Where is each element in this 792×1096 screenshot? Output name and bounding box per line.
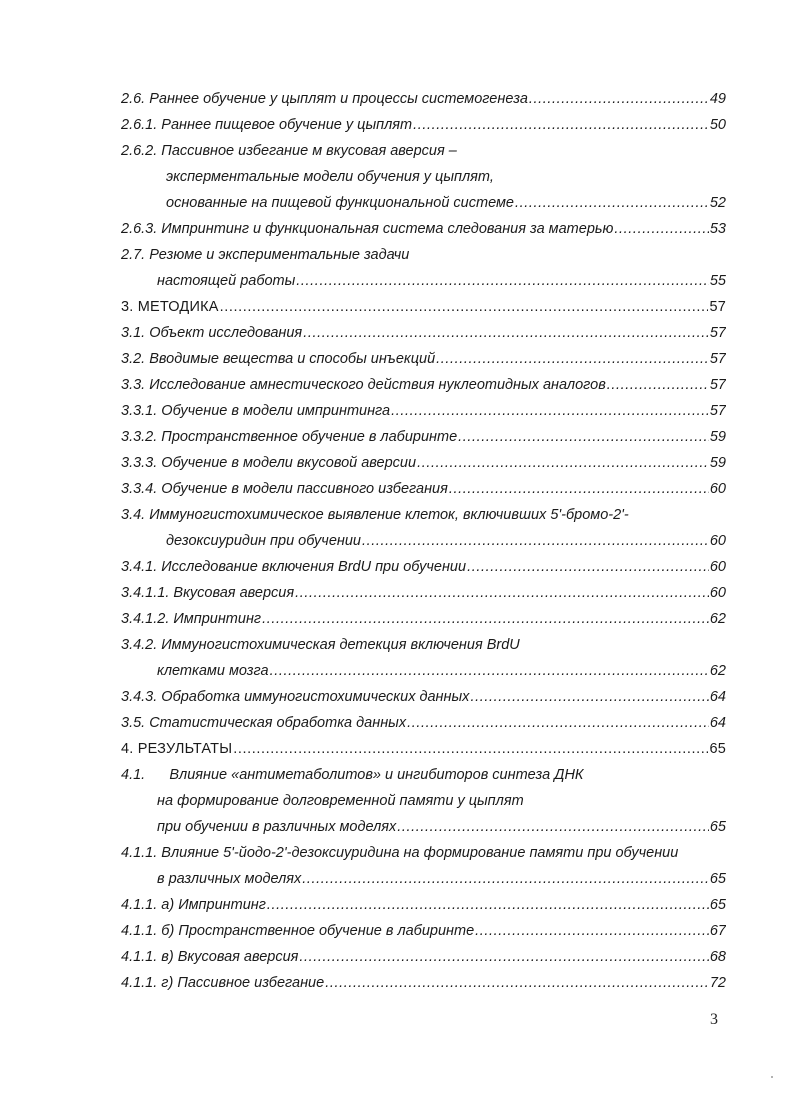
dot-leader: [417, 450, 709, 476]
toc-entry-title: 3.5. Статистическая обработка данных: [121, 715, 407, 731]
toc-entry-page: 64: [709, 715, 726, 731]
dot-leader: [391, 398, 709, 424]
toc-entry-title: 4. РЕЗУЛЬТАТЫ: [121, 741, 233, 757]
dot-leader: [413, 112, 709, 138]
toc-entry-title: 3.2. Вводимые вещества и способы инъекций: [121, 351, 436, 367]
toc-entry: [121, 944, 726, 970]
dot-leader: [362, 528, 709, 554]
toc-entry: [121, 892, 726, 918]
dot-leader: [614, 216, 708, 242]
toc-entry-title: 3.3.1. Обучение в модели импринтинга: [121, 403, 391, 419]
toc-entry-page: 57: [709, 377, 726, 393]
dot-leader: [267, 892, 709, 918]
toc-entry-title: 2.6.1. Раннее пищевое обучение у цыплят: [121, 117, 413, 133]
toc-line: [0, 632, 792, 658]
toc-entry-title: 3.3.3. Обучение в модели вкусовой аверсии: [121, 455, 417, 471]
toc-entry-title: настоящей работы: [157, 273, 296, 289]
toc-entry-page: 52: [709, 195, 726, 211]
toc-entry-page: 60: [709, 481, 726, 497]
toc-entry-page: 57: [709, 351, 726, 367]
toc-line: [0, 476, 792, 502]
toc-entry-title: 2.7. Резюме и экспериментальные задачи: [121, 247, 410, 263]
dot-leader: [449, 476, 709, 502]
toc-line: [0, 112, 792, 138]
toc-line: [0, 580, 792, 606]
toc-entry-title: 4.1.1. а) Импринтинг: [121, 897, 266, 913]
toc-entry-title: 3.4. Иммуногистохимическое выявление клеток, включивших 5'-бромо-2'-: [121, 507, 629, 523]
toc-entry-title: 4.1.1. г) Пассивное избегание: [121, 975, 325, 991]
dot-leader: [515, 190, 709, 216]
toc-line: [0, 372, 792, 398]
toc-line: [0, 294, 792, 320]
toc-entry: [121, 216, 726, 242]
dot-leader: [220, 294, 709, 320]
toc-entry: [121, 372, 726, 398]
toc-line: [0, 944, 792, 970]
dot-leader: [262, 606, 709, 632]
dot-leader: [325, 970, 709, 996]
dot-leader: [475, 918, 709, 944]
dot-leader: [458, 424, 709, 450]
toc-entry-title: 2.6.2. Пассивное избегание м вкусовая аверсия –: [121, 143, 457, 159]
toc-entry-page: 65: [709, 819, 726, 835]
toc-entry: [157, 866, 726, 892]
toc-line: [0, 918, 792, 944]
toc-entry-page: 72: [709, 975, 726, 991]
toc-line: [0, 788, 792, 814]
toc-entry-title: 3.4.1.1. Вкусовая аверсия: [121, 585, 295, 601]
toc-entry: [157, 268, 726, 294]
toc-entry-title: 2.6.3. Импринтинг и функциональная система следования за матерью: [121, 221, 614, 237]
dot-leader: [436, 346, 709, 372]
toc-entry: [121, 606, 726, 632]
toc-entry: [121, 736, 726, 762]
toc-entry-page: 60: [709, 559, 726, 575]
toc-line: [0, 528, 792, 554]
toc-entry-page: 50: [709, 117, 726, 133]
toc-entry-title: 3.3.4. Обучение в модели пассивного избегания: [121, 481, 448, 497]
toc-entry-page: 68: [709, 949, 726, 965]
toc-line: [0, 866, 792, 892]
toc-entry: [157, 658, 726, 684]
toc-entry-page: 60: [709, 585, 726, 601]
toc-line: [0, 762, 792, 788]
toc-line: [0, 190, 792, 216]
toc-line: [0, 840, 792, 866]
toc-entry-title: 3.4.1. Исследование включения BrdU при обучении: [121, 559, 467, 575]
toc-line: [0, 138, 792, 164]
toc-entry-page: 62: [709, 611, 726, 627]
toc-entry-title: основанные на пищевой функциональной системе: [166, 195, 514, 211]
toc-entry-title: 3. МЕТОДИКА: [121, 299, 219, 315]
toc-entry-page: 65: [709, 871, 726, 887]
dot-leader: [397, 814, 709, 840]
toc-entry-title: 2.6. Раннее обучение у цыплят и процессы системогенеза: [121, 91, 528, 107]
toc-entry: [157, 814, 726, 840]
toc-entry-title: клетками мозга: [157, 663, 269, 679]
toc-entry-title: 4.1.1. в) Вкусовая аверсия: [121, 949, 299, 965]
toc-entry-page: 65: [709, 897, 726, 913]
toc-line: [0, 502, 792, 528]
toc-entry: [121, 424, 726, 450]
toc-entry: [121, 710, 726, 736]
toc-entry: [121, 112, 726, 138]
dot-leader: [303, 320, 709, 346]
dot-leader: [233, 736, 708, 762]
toc-line: [0, 684, 792, 710]
toc-line: [0, 164, 792, 190]
dot-leader: [607, 372, 709, 398]
dot-leader: [467, 554, 709, 580]
toc-line: [0, 970, 792, 996]
dot-leader: [407, 710, 709, 736]
toc-entry: [121, 346, 726, 372]
toc-line: [0, 736, 792, 762]
toc-line: [0, 892, 792, 918]
toc-line: [0, 346, 792, 372]
toc-line: [0, 424, 792, 450]
toc-entry: [121, 580, 726, 606]
toc-entry-title: 4.1. Влияние «антиметаболитов» и ингибиторов синтеза ДНК: [121, 767, 584, 783]
toc-entry-title: 3.4.3. Обработка иммуногистохимических данных: [121, 689, 470, 705]
toc-entry-title: 4.1.1. Влияние 5'-йодо-2'-дезоксиуридина на формирование памяти при обучении: [121, 845, 679, 861]
toc-entry: [121, 918, 726, 944]
toc-entry-page: 65: [709, 741, 726, 757]
toc-entry-title: 4.1.1. б) Пространственное обучение в лабиринте: [121, 923, 475, 939]
toc-entry: [121, 684, 726, 710]
toc-entry: [121, 398, 726, 424]
toc-entry-title: на формирование долговременной памяти у цыплят: [157, 793, 524, 809]
toc-line: [0, 398, 792, 424]
toc-entry: [121, 86, 726, 112]
toc-entry-title: 3.1. Объект исследования: [121, 325, 303, 341]
toc-line: [0, 658, 792, 684]
toc-line: [0, 450, 792, 476]
dot-leader: [295, 580, 709, 606]
dot-leader: [299, 944, 708, 970]
toc-entry-page: 57: [709, 299, 726, 315]
toc-entry-page: 60: [709, 533, 726, 549]
toc-entry-title: эксперментальные модели обучения у цыплят,: [166, 169, 494, 185]
toc-entry: [121, 970, 726, 996]
toc-entry-title: в различных моделях: [157, 871, 302, 887]
toc-entry: [121, 294, 726, 320]
toc-line: [0, 814, 792, 840]
toc-line: [0, 268, 792, 294]
dot-leader: [529, 86, 709, 112]
toc-entry-page: 57: [709, 403, 726, 419]
toc-line: [0, 242, 792, 268]
toc-entry-page: 53: [709, 221, 726, 237]
toc-line: [0, 606, 792, 632]
toc-line: [0, 86, 792, 112]
toc-line: [0, 320, 792, 346]
page-number: 3: [710, 1011, 718, 1028]
toc-entry: [121, 450, 726, 476]
toc-line: [0, 554, 792, 580]
toc-entry: [166, 190, 726, 216]
toc-entry: [166, 528, 726, 554]
toc-entry-page: 57: [709, 325, 726, 341]
toc-entry: [121, 320, 726, 346]
table-of-contents: [0, 86, 792, 996]
toc-entry-page: 59: [709, 455, 726, 471]
toc-entry-page: 67: [709, 923, 726, 939]
toc-entry-title: 3.4.2. Иммуногистохимическая детекция включения BrdU: [121, 637, 520, 653]
toc-entry-page: 59: [709, 429, 726, 445]
toc-line: [0, 216, 792, 242]
toc-entry-title: при обучении в различных моделях: [157, 819, 397, 835]
toc-entry-title: 3.4.1.2. Импринтинг: [121, 611, 262, 627]
toc-entry-title: дезоксиуридин при обучении: [166, 533, 361, 549]
dot-leader: [270, 658, 709, 684]
toc-entry-page: 64: [709, 689, 726, 705]
toc-entry: [121, 554, 726, 580]
toc-entry-page: 55: [709, 273, 726, 289]
dot-leader: [302, 866, 709, 892]
dot-leader: [296, 268, 709, 294]
toc-entry: [121, 476, 726, 502]
toc-entry-title: 3.3. Исследование амнестического действия нуклеотидных аналогов: [121, 377, 606, 393]
toc-entry-title: 3.3.2. Пространственное обучение в лабиринте: [121, 429, 458, 445]
toc-entry-page: 62: [709, 663, 726, 679]
toc-entry-page: 49: [709, 91, 726, 107]
dot-leader: [470, 684, 708, 710]
scan-speck: [771, 1076, 773, 1078]
toc-line: [0, 710, 792, 736]
